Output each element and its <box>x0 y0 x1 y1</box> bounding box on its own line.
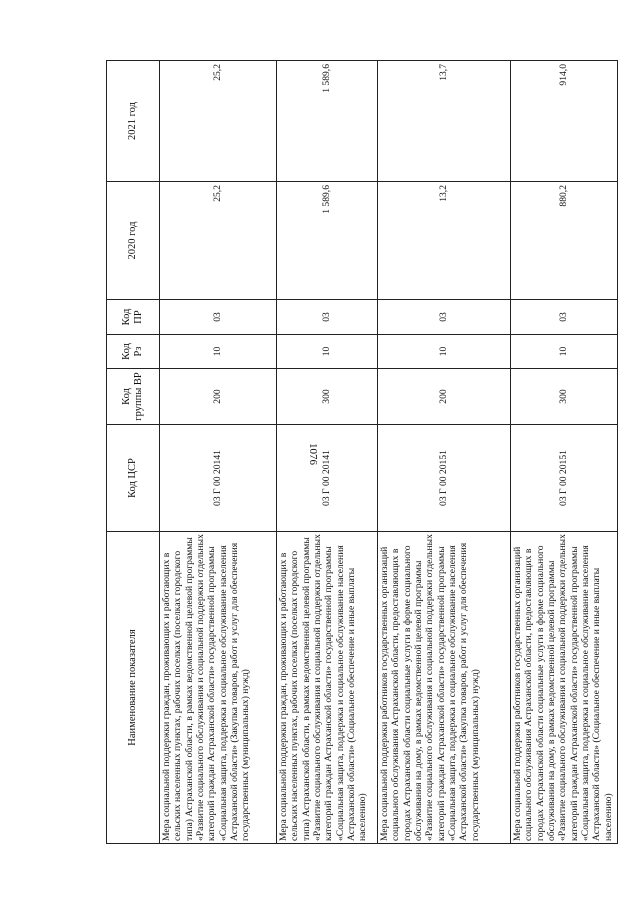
row-name: Мера социальной поддержки работников государственных организаций социального обслуживания Астраханской области, предоставляющих в городах Астраханской области социальные услуги в форме социального обслуживания на дому, в рамках ведомственной целевой программы «Развитие социального обслуживания и социальной поддержки отдельных категорий граждан Астраханской области» государственной программы «Социальная защита, поддержка и социальное обслуживание населения Астраханской области» (Социальное обеспечение и иные выплаты населению) <box>511 532 618 844</box>
row-name: Мера социальной поддержки граждан, проживающих и работающих в сельских населенных пунктах, рабочих поселках (поселках городского типа) Астраханской области, в рамках ведомственной целевой программы «Развитие социального обслуживания и социальной поддержки отдельных категорий граждан Астраханской области» государственной программы «Социальная защита, поддержка и социальное обслуживание населения Астраханской области» (Социальное обеспечение и иные выплаты населению) <box>277 532 378 844</box>
row-rz: 10 <box>277 335 378 369</box>
table-header-row <box>107 61 160 844</box>
row-2020: 880,2 <box>511 182 618 300</box>
row-2021: 13,7 <box>378 61 511 182</box>
table-row <box>511 61 618 844</box>
row-csr: 03 Г 00 20151 <box>378 425 511 532</box>
row-rz: 10 <box>378 335 511 369</box>
header-vr: Код группы ВР <box>107 369 160 425</box>
row-2021: 914,0 <box>511 61 618 182</box>
row-2021: 1 589,6 <box>277 61 378 182</box>
table-row <box>277 61 378 844</box>
header-name: Наименование показателя <box>107 532 160 844</box>
header-2020: 2020 год <box>107 182 160 300</box>
row-rz: 10 <box>160 335 277 369</box>
row-vr: 200 <box>378 369 511 425</box>
row-2020: 25,2 <box>160 182 277 300</box>
row-name: Мера социальной поддержки работников государственных организаций социального обслуживания Астраханской области, предоставляющих в городах Астраханской области социальные услуги в форме социального обслуживания на дому, в рамках ведомственной целевой программы «Развитие социального обслуживания и социальной поддержки отдельных категорий граждан Астраханской области» государственной программы «Социальная защита, поддержка и социальное обслуживание населения Астраханской области» (Закупка товаров, работ и услуг для обеспечения государственных (муниципальных) нужд) <box>378 532 511 844</box>
header-pr: Код ПР <box>107 300 160 335</box>
row-vr: 200 <box>160 369 277 425</box>
row-rz: 10 <box>511 335 618 369</box>
row-csr: 03 Г 00 20151 <box>511 425 618 532</box>
row-csr: 03 Г 00 20141 <box>277 425 378 532</box>
row-vr: 300 <box>277 369 378 425</box>
row-pr: 03 <box>378 300 511 335</box>
header-2021: 2021 год <box>107 61 160 182</box>
row-csr: 03 Г 00 20141 <box>160 425 277 532</box>
header-csr: Код ЦСР <box>107 425 160 532</box>
row-2020: 1 589,6 <box>277 182 378 300</box>
table-row <box>160 61 277 844</box>
table-row <box>378 61 511 844</box>
rotated-table-container <box>106 61 616 844</box>
row-2021: 25,2 <box>160 61 277 182</box>
row-name: Мера социальной поддержки граждан, проживающих и работающих в сельских населенных пунктах, рабочих поселках (поселках городского типа) Астраханской области, в рамках ведомственной целевой программы «Развитие социального обслуживания и социальной поддержки отдельных категорий граждан Астраханской области» государственной программы «Социальная защита, поддержка и социальное обслуживание населения Астраханской области» (Закупка товаров, работ и услуг для обеспечения государственных (муниципальных) нужд) <box>160 532 277 844</box>
row-2020: 13,2 <box>378 182 511 300</box>
row-pr: 03 <box>277 300 378 335</box>
budget-table <box>106 60 618 844</box>
header-rz: Код Рз <box>107 335 160 369</box>
row-pr: 03 <box>511 300 618 335</box>
row-vr: 300 <box>511 369 618 425</box>
row-pr: 03 <box>160 300 277 335</box>
page-number: 1076 <box>307 443 319 465</box>
